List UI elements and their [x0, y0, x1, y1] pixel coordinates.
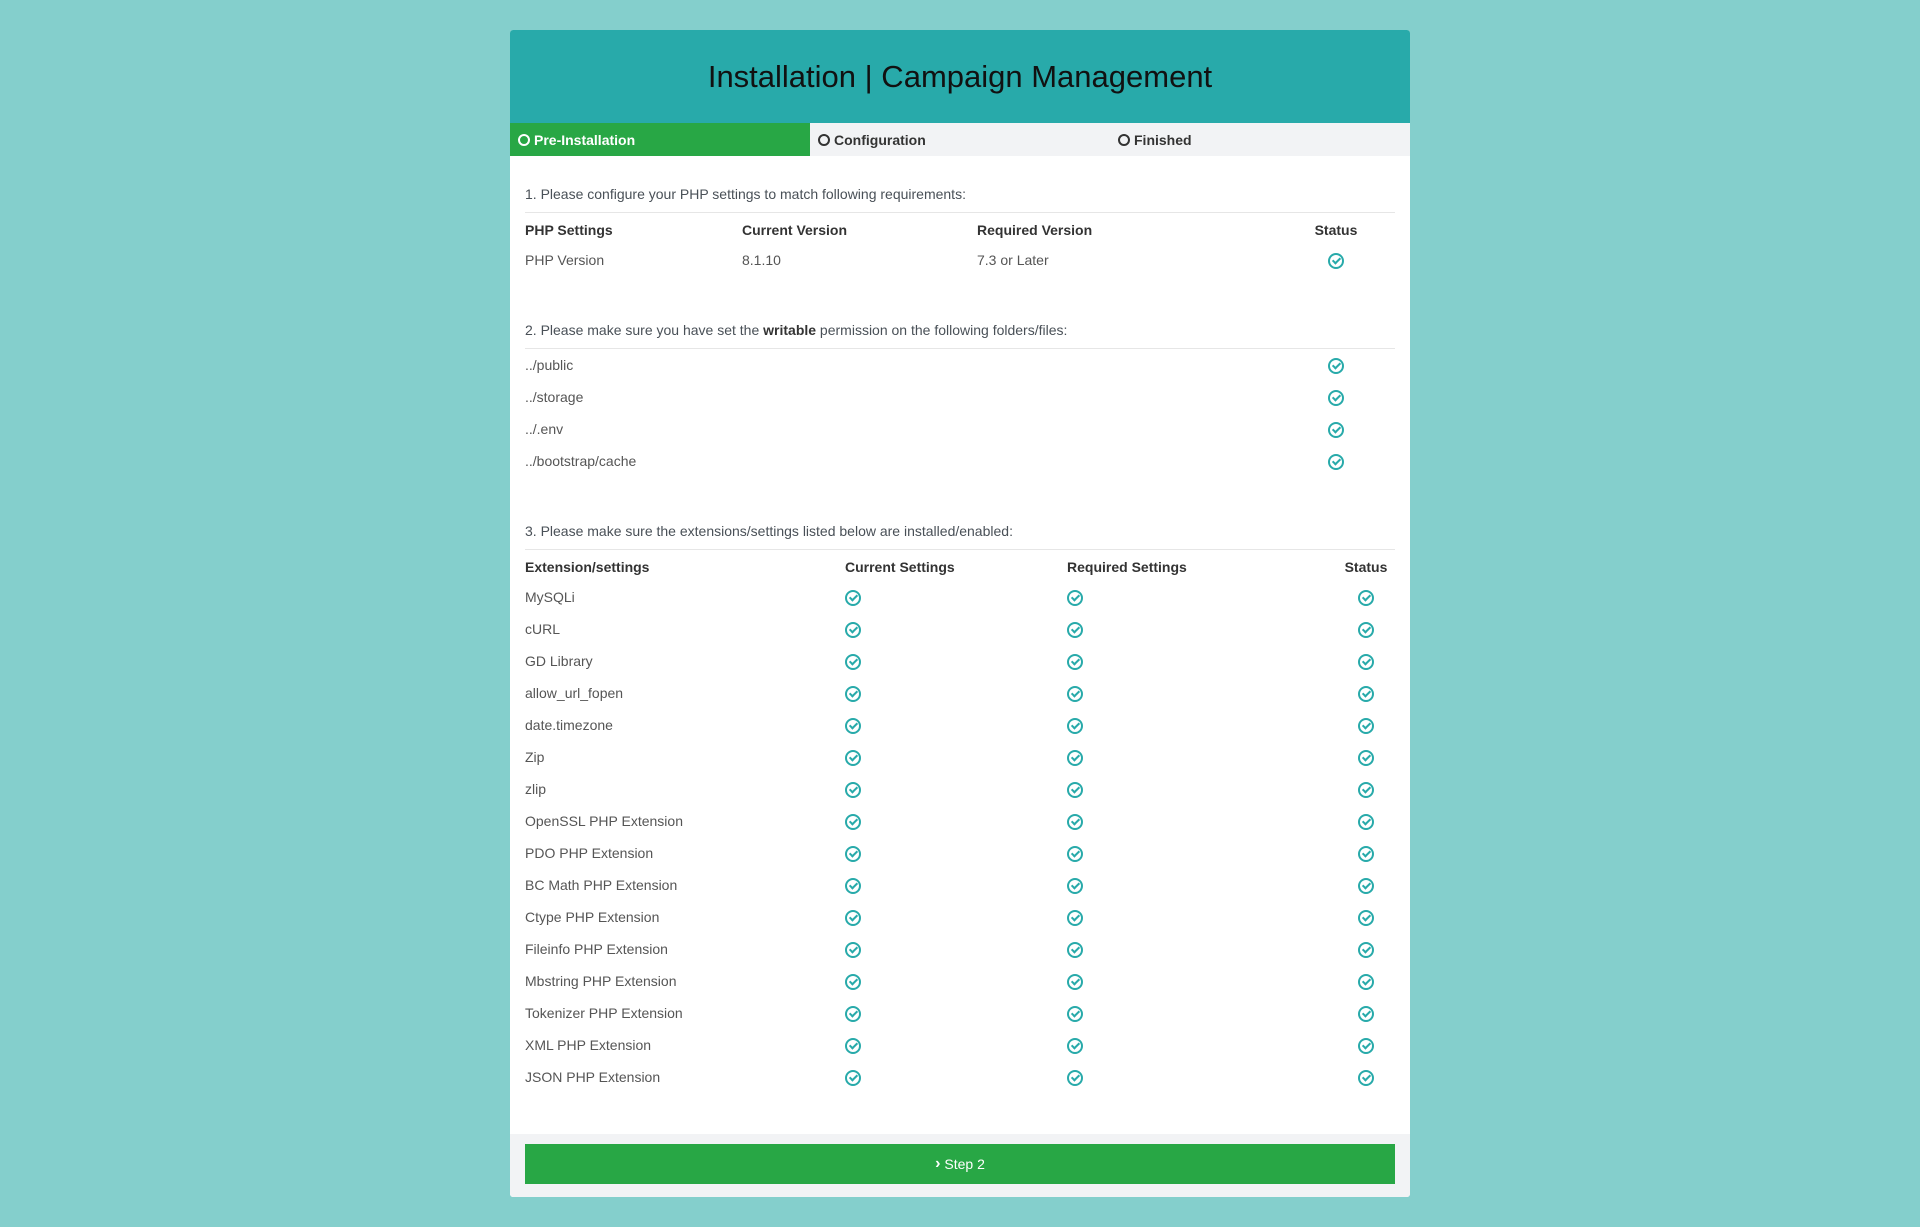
check-circle-icon: [1328, 390, 1344, 406]
col-extension: Extension/settings: [525, 559, 650, 575]
check-circle-icon: [845, 654, 861, 670]
extension-name: XML PHP Extension: [525, 1037, 652, 1053]
circle-icon: [518, 134, 530, 146]
circle-icon: [818, 134, 830, 146]
folder-path: ../.env: [525, 421, 564, 437]
check-circle-icon: [1067, 846, 1083, 862]
table-row: [525, 965, 1395, 997]
button-label: Step 2: [944, 1156, 985, 1172]
section1-title: 1. Please configure your PHP settings to match following requirements:: [525, 164, 1395, 213]
list-item: [525, 413, 1395, 445]
php-current: 8.1.10: [742, 252, 781, 268]
tab-finished[interactable]: [1110, 123, 1410, 156]
col-current-version: Current Version: [742, 222, 848, 238]
step-2-button[interactable]: [525, 1144, 1395, 1184]
table-row: [525, 1061, 1395, 1093]
table-row: [525, 741, 1395, 773]
circle-icon: [1118, 134, 1130, 146]
check-circle-icon: [845, 878, 861, 894]
list-item: [525, 381, 1395, 413]
table-row: [525, 1029, 1395, 1061]
check-circle-icon: [1067, 782, 1083, 798]
check-circle-icon: [1067, 878, 1083, 894]
check-circle-icon: [845, 910, 861, 926]
tab-configuration[interactable]: [810, 123, 1110, 156]
check-circle-icon: [845, 782, 861, 798]
check-circle-icon: [1358, 782, 1374, 798]
check-circle-icon: [1358, 974, 1374, 990]
section3-title: 3. Please make sure the extensions/settings listed below are installed/enabled:: [525, 501, 1395, 550]
extension-name: Zip: [525, 749, 545, 765]
check-circle-icon: [845, 622, 861, 638]
extension-name: BC Math PHP Extension: [525, 877, 678, 893]
col-php-settings: PHP Settings: [525, 222, 613, 238]
content: [510, 164, 1410, 1093]
col-required-settings: Required Settings: [1067, 559, 1187, 575]
php-setting: PHP Version: [525, 252, 605, 268]
step-tabs: [510, 123, 1410, 156]
extension-name: allow_url_fopen: [525, 685, 624, 701]
extension-name: PDO PHP Extension: [525, 845, 654, 861]
table-row: [525, 933, 1395, 965]
check-circle-icon: [1067, 590, 1083, 606]
check-circle-icon: [845, 846, 861, 862]
check-circle-icon: [1067, 750, 1083, 766]
table-row: [525, 581, 1395, 613]
table-row: [525, 901, 1395, 933]
check-circle-icon: [1358, 910, 1374, 926]
table-row: [525, 709, 1395, 741]
page-title: Installation | Campaign Management: [707, 58, 1213, 94]
tab-pre-installation[interactable]: [510, 123, 810, 156]
check-circle-icon: [1358, 1038, 1374, 1054]
check-circle-icon: [845, 974, 861, 990]
check-circle-icon: [1067, 814, 1083, 830]
check-circle-icon: [845, 814, 861, 830]
check-circle-icon: [845, 1070, 861, 1086]
check-circle-icon: [1067, 686, 1083, 702]
check-circle-icon: [1067, 622, 1083, 638]
table-row: [525, 773, 1395, 805]
folder-path: ../public: [525, 357, 574, 373]
php-settings-table: [525, 213, 1395, 276]
check-circle-icon: [845, 1006, 861, 1022]
check-circle-icon: [1067, 1006, 1083, 1022]
check-circle-icon: [1067, 910, 1083, 926]
table-header-row: [525, 213, 1395, 244]
check-circle-icon: [845, 942, 861, 958]
table-row: [525, 677, 1395, 709]
table-row: [525, 613, 1395, 645]
check-circle-icon: [1358, 1070, 1374, 1086]
chevron-right-icon: ›: [935, 1155, 941, 1172]
check-circle-icon: [1328, 358, 1344, 374]
check-circle-icon: [1358, 590, 1374, 606]
table-row: [525, 997, 1395, 1029]
check-circle-icon: [845, 718, 861, 734]
check-circle-icon: [1328, 454, 1344, 470]
check-circle-icon: [1067, 1070, 1083, 1086]
check-circle-icon: [1328, 422, 1344, 438]
extension-name: cURL: [525, 621, 561, 637]
extension-name: OpenSSL PHP Extension: [525, 813, 683, 829]
check-circle-icon: [1358, 942, 1374, 958]
check-circle-icon: [1358, 1006, 1374, 1022]
extension-name: date.timezone: [525, 717, 613, 733]
header: [510, 30, 1410, 123]
table-row: [525, 645, 1395, 677]
col-status: Status: [1314, 222, 1358, 238]
check-circle-icon: [845, 590, 861, 606]
check-circle-icon: [1067, 1038, 1083, 1054]
installer-card: [510, 30, 1410, 1197]
table-row: [525, 837, 1395, 869]
folder-path: ../storage: [525, 389, 584, 405]
check-circle-icon: [1358, 878, 1374, 894]
extensions-table: [525, 550, 1395, 1093]
check-circle-icon: [1358, 718, 1374, 734]
check-circle-icon: [1358, 686, 1374, 702]
table-header-row: [525, 550, 1395, 581]
check-circle-icon: [1067, 974, 1083, 990]
table-row: [525, 244, 1395, 276]
table-row: [525, 869, 1395, 901]
extension-name: MySQLi: [525, 589, 575, 605]
permissions-table: [525, 349, 1395, 477]
tab-label: Finished: [1134, 131, 1192, 148]
check-circle-icon: [1067, 718, 1083, 734]
table-row: [525, 805, 1395, 837]
folder-path: ../bootstrap/cache: [525, 453, 637, 469]
tab-label: Pre-Installation: [534, 131, 636, 148]
extension-name: Tokenizer PHP Extension: [525, 1005, 683, 1021]
col-status: Status: [1344, 559, 1388, 575]
extension-name: GD Library: [525, 653, 593, 669]
check-circle-icon: [845, 686, 861, 702]
col-required-version: Required Version: [977, 222, 1093, 238]
col-current-settings: Current Settings: [845, 559, 955, 575]
php-required: 7.3 or Later: [977, 252, 1049, 268]
extension-name: Fileinfo PHP Extension: [525, 941, 668, 957]
footer: [510, 1134, 1410, 1197]
extension-name: Mbstring PHP Extension: [525, 973, 677, 989]
check-circle-icon: [1358, 654, 1374, 670]
list-item: [525, 349, 1395, 381]
extension-name: JSON PHP Extension: [525, 1069, 661, 1085]
extension-name: Ctype PHP Extension: [525, 909, 660, 925]
check-circle-icon: [1358, 846, 1374, 862]
tab-label: Configuration: [834, 131, 926, 148]
check-circle-icon: [1358, 622, 1374, 638]
extension-name: zlip: [525, 781, 547, 797]
check-circle-icon: [1067, 654, 1083, 670]
list-item: [525, 445, 1395, 477]
check-circle-icon: [1067, 942, 1083, 958]
section2-title: 2. Please make sure you have set the writable permission on the following folders/files:: [525, 300, 1395, 349]
check-circle-icon: [1358, 750, 1374, 766]
check-circle-icon: [1358, 814, 1374, 830]
check-circle-icon: [1328, 253, 1344, 269]
check-circle-icon: [845, 1038, 861, 1054]
check-circle-icon: [845, 750, 861, 766]
